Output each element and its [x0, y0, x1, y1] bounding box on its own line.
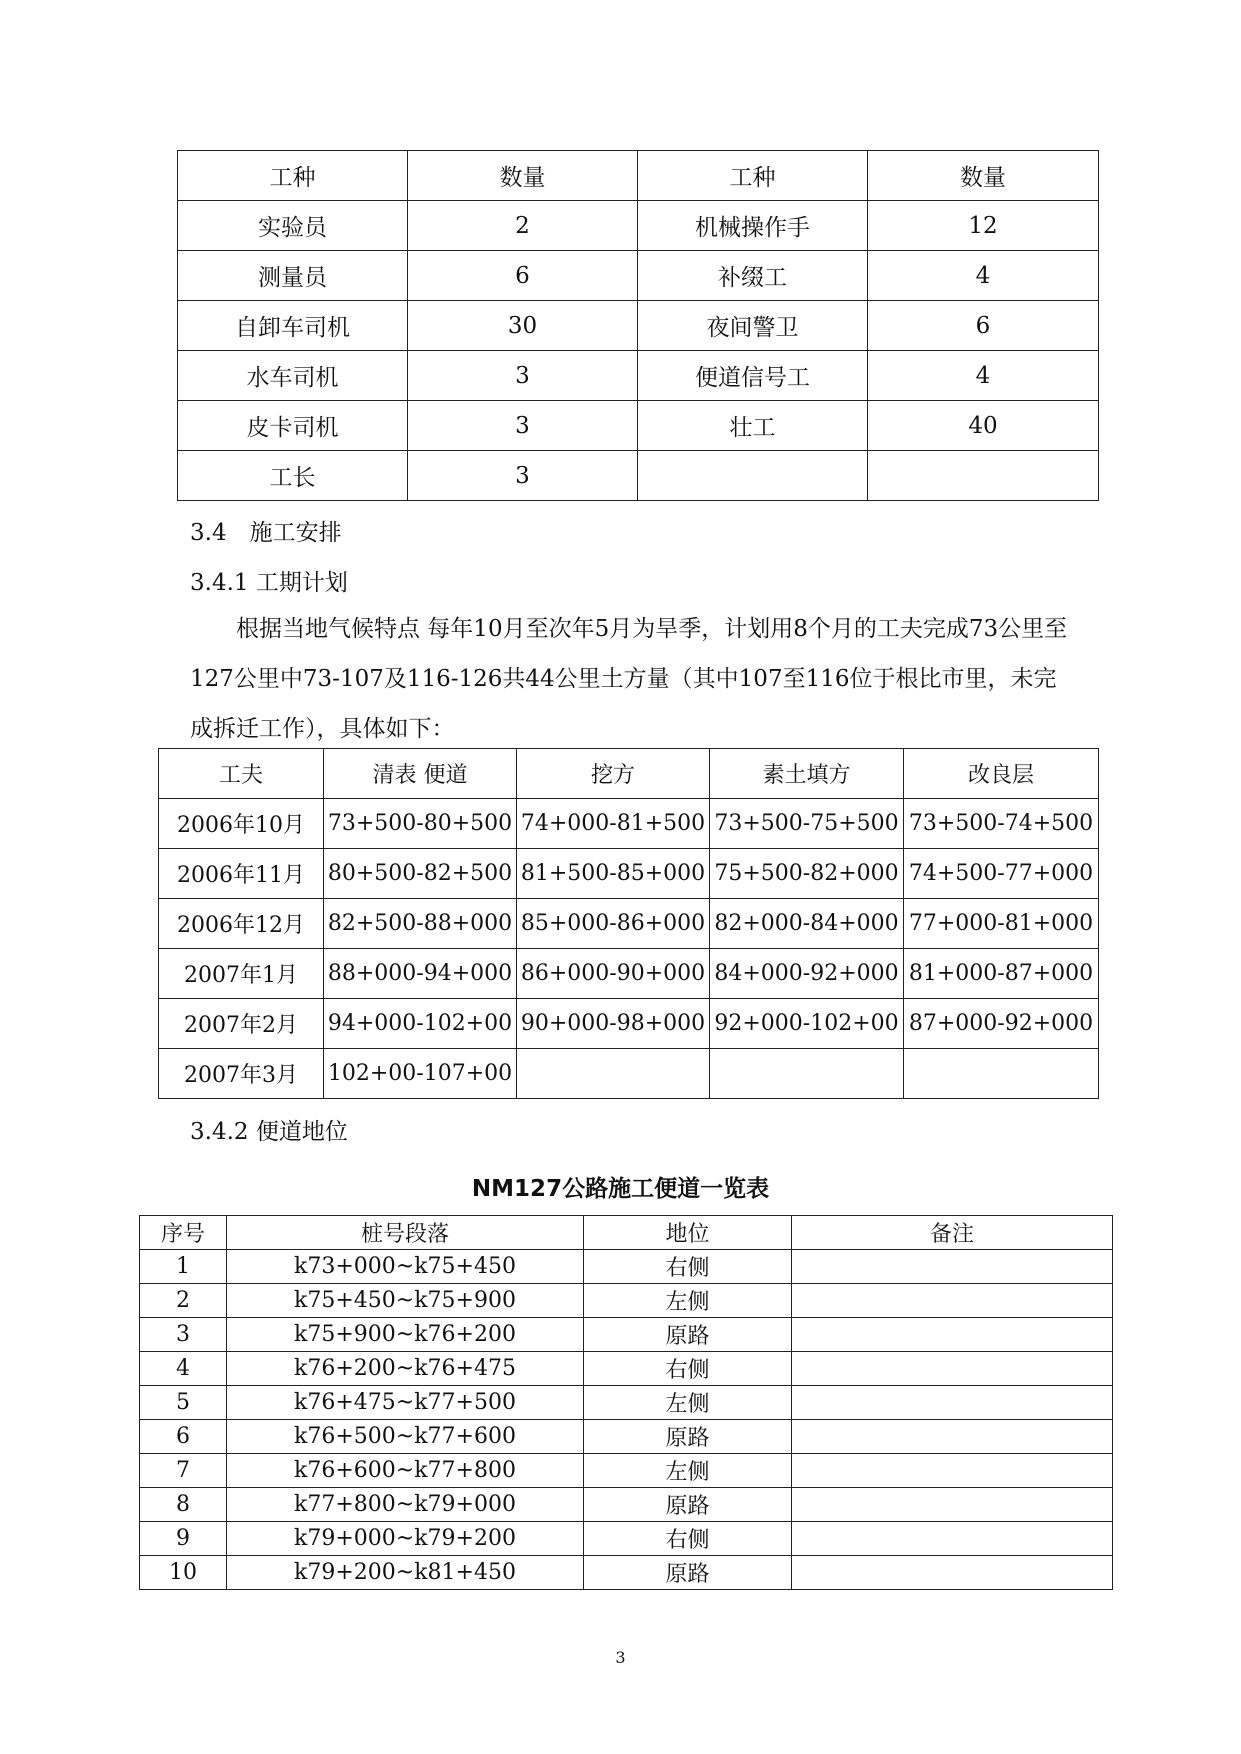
- table-cell: 4: [140, 1352, 227, 1386]
- table-cell: 4: [868, 251, 1099, 301]
- table-cell: 2006年12月: [159, 899, 324, 949]
- schedule-table-row: [159, 849, 1099, 899]
- table-cell: 74+000-81+500: [517, 799, 710, 849]
- table-cell: 自卸车司机: [178, 301, 408, 351]
- table-cell: 5: [140, 1386, 227, 1420]
- header-cell: 数量: [408, 151, 638, 201]
- table-cell: [792, 1318, 1113, 1352]
- road-table-row: [140, 1488, 1113, 1522]
- table-cell: 2: [408, 201, 638, 251]
- road-table-row: [140, 1556, 1113, 1590]
- schedule-paragraph: 根据当地气候特点 每年10月至次年5月为旱季，计划用8个月的工夫完成73公里至127公里中73-107及116-126共44公里土方量（其中107至116位于根比市里，未完成拆迁工作），具体如下：: [190, 616, 1068, 742]
- table-cell: 8: [140, 1488, 227, 1522]
- schedule-table-row: [159, 999, 1099, 1049]
- table-cell: [792, 1454, 1113, 1488]
- header-cell: 序号: [140, 1216, 227, 1250]
- labor-table-row: [178, 401, 1099, 451]
- table-cell: k75+450~k75+900: [227, 1284, 584, 1318]
- table-cell: [710, 1049, 904, 1099]
- labor-table-row: [178, 201, 1099, 251]
- table-cell: [792, 1522, 1113, 1556]
- table-cell: 右侧: [584, 1352, 792, 1386]
- schedule-table-row: [159, 1049, 1099, 1099]
- table-cell: 右侧: [584, 1250, 792, 1284]
- road-table-row: [140, 1522, 1113, 1556]
- labor-table-row: [178, 301, 1099, 351]
- table-cell: 左侧: [584, 1284, 792, 1318]
- table-cell: 10: [140, 1556, 227, 1590]
- road-table: [139, 1215, 1113, 1590]
- table-cell: k76+600~k77+800: [227, 1454, 584, 1488]
- header-cell: 工种: [638, 151, 868, 201]
- table-cell: 1: [140, 1250, 227, 1284]
- table-cell: 左侧: [584, 1386, 792, 1420]
- table-cell: [638, 451, 868, 501]
- table-cell: 壮工: [638, 401, 868, 451]
- table-cell: 原路: [584, 1556, 792, 1590]
- table-cell: k73+000~k75+450: [227, 1250, 584, 1284]
- table-cell: 73+500-74+500: [904, 799, 1099, 849]
- table-cell: 81+500-85+000: [517, 849, 710, 899]
- table-cell: 左侧: [584, 1454, 792, 1488]
- table-cell: [792, 1488, 1113, 1522]
- section-heading-3-4-2: 3.4.2 便道地位: [190, 1119, 348, 1145]
- header-cell: 工夫: [159, 749, 324, 799]
- table-cell: 87+000-92+000: [904, 999, 1099, 1049]
- header-cell: 数量: [868, 151, 1099, 201]
- table-cell: [904, 1049, 1099, 1099]
- labor-table-row: [178, 451, 1099, 501]
- table-cell: 77+000-81+000: [904, 899, 1099, 949]
- table-cell: 3: [408, 451, 638, 501]
- table-cell: 88+000-94+000: [324, 949, 517, 999]
- table-cell: 74+500-77+000: [904, 849, 1099, 899]
- road-table-header-row: [140, 1216, 1113, 1250]
- table-cell: 2007年3月: [159, 1049, 324, 1099]
- page-number: 3: [615, 1648, 626, 1667]
- road-table-row: [140, 1284, 1113, 1318]
- table-cell: 原路: [584, 1488, 792, 1522]
- table-cell: 82+000-84+000: [710, 899, 904, 949]
- table-cell: 2006年11月: [159, 849, 324, 899]
- road-table-row: [140, 1318, 1113, 1352]
- road-table-row: [140, 1454, 1113, 1488]
- table-cell: 86+000-90+000: [517, 949, 710, 999]
- header-cell: 素土填方: [710, 749, 904, 799]
- table-cell: 测量员: [178, 251, 408, 301]
- table-cell: [517, 1049, 710, 1099]
- table-cell: 3: [408, 351, 638, 401]
- table-cell: 2007年2月: [159, 999, 324, 1049]
- table-cell: [792, 1556, 1113, 1590]
- table-cell: 原路: [584, 1420, 792, 1454]
- table-cell: 2006年10月: [159, 799, 324, 849]
- table-cell: 机械操作手: [638, 201, 868, 251]
- header-cell: 挖方: [517, 749, 710, 799]
- schedule-table: [158, 748, 1099, 1099]
- table-cell: 补缀工: [638, 251, 868, 301]
- road-table-row: [140, 1352, 1113, 1386]
- table-cell: 85+000-86+000: [517, 899, 710, 949]
- labor-table-header-row: [178, 151, 1099, 201]
- table-cell: 84+000-92+000: [710, 949, 904, 999]
- table-cell: k76+200~k76+475: [227, 1352, 584, 1386]
- table-cell: k76+475~k77+500: [227, 1386, 584, 1420]
- table-cell: 81+000-87+000: [904, 949, 1099, 999]
- table-cell: k77+800~k79+000: [227, 1488, 584, 1522]
- table-cell: 4: [868, 351, 1099, 401]
- road-table-title: NM127公路施工便道一览表: [471, 1176, 770, 1202]
- table-cell: 94+000-102+00: [324, 999, 517, 1049]
- table-cell: 右侧: [584, 1522, 792, 1556]
- table-cell: 90+000-98+000: [517, 999, 710, 1049]
- road-table-row: [140, 1420, 1113, 1454]
- table-cell: k75+900~k76+200: [227, 1318, 584, 1352]
- section-heading-3-4: 3.4 施工安排: [190, 520, 342, 546]
- table-cell: [792, 1284, 1113, 1318]
- header-cell: 改良层: [904, 749, 1099, 799]
- table-cell: 12: [868, 201, 1099, 251]
- table-cell: k79+000~k79+200: [227, 1522, 584, 1556]
- table-cell: 7: [140, 1454, 227, 1488]
- table-cell: 30: [408, 301, 638, 351]
- schedule-table-row: [159, 799, 1099, 849]
- table-cell: 便道信号工: [638, 351, 868, 401]
- header-cell: 工种: [178, 151, 408, 201]
- header-cell: 地位: [584, 1216, 792, 1250]
- table-cell: 皮卡司机: [178, 401, 408, 451]
- schedule-table-row: [159, 949, 1099, 999]
- table-cell: 92+000-102+00: [710, 999, 904, 1049]
- table-cell: 102+00-107+00: [324, 1049, 517, 1099]
- table-cell: 82+500-88+000: [324, 899, 517, 949]
- table-cell: 6: [868, 301, 1099, 351]
- header-cell: 桩号段落: [227, 1216, 584, 1250]
- schedule-table-row: [159, 899, 1099, 949]
- table-cell: 6: [140, 1420, 227, 1454]
- table-cell: 实验员: [178, 201, 408, 251]
- labor-table-row: [178, 251, 1099, 301]
- schedule-table-header-row: [159, 749, 1099, 799]
- section-heading-3-4-1: 3.4.1 工期计划: [190, 570, 348, 596]
- table-cell: 73+500-80+500: [324, 799, 517, 849]
- table-cell: 80+500-82+500: [324, 849, 517, 899]
- table-cell: k79+200~k81+450: [227, 1556, 584, 1590]
- road-table-row: [140, 1250, 1113, 1284]
- table-cell: 原路: [584, 1318, 792, 1352]
- table-cell: [792, 1420, 1113, 1454]
- table-cell: 75+500-82+000: [710, 849, 904, 899]
- table-cell: 水车司机: [178, 351, 408, 401]
- table-cell: 工长: [178, 451, 408, 501]
- table-cell: 40: [868, 401, 1099, 451]
- road-table-row: [140, 1386, 1113, 1420]
- header-cell: 清表 便道: [324, 749, 517, 799]
- table-cell: 夜间警卫: [638, 301, 868, 351]
- header-cell: 备注: [792, 1216, 1113, 1250]
- table-cell: 3: [140, 1318, 227, 1352]
- table-cell: k76+500~k77+600: [227, 1420, 584, 1454]
- table-cell: 9: [140, 1522, 227, 1556]
- table-cell: 2007年1月: [159, 949, 324, 999]
- table-cell: [868, 451, 1099, 501]
- table-cell: 73+500-75+500: [710, 799, 904, 849]
- labor-table-row: [178, 351, 1099, 401]
- table-cell: 6: [408, 251, 638, 301]
- table-cell: 2: [140, 1284, 227, 1318]
- table-cell: [792, 1352, 1113, 1386]
- table-cell: [792, 1250, 1113, 1284]
- labor-table: [177, 150, 1099, 501]
- table-cell: 3: [408, 401, 638, 451]
- table-cell: [792, 1386, 1113, 1420]
